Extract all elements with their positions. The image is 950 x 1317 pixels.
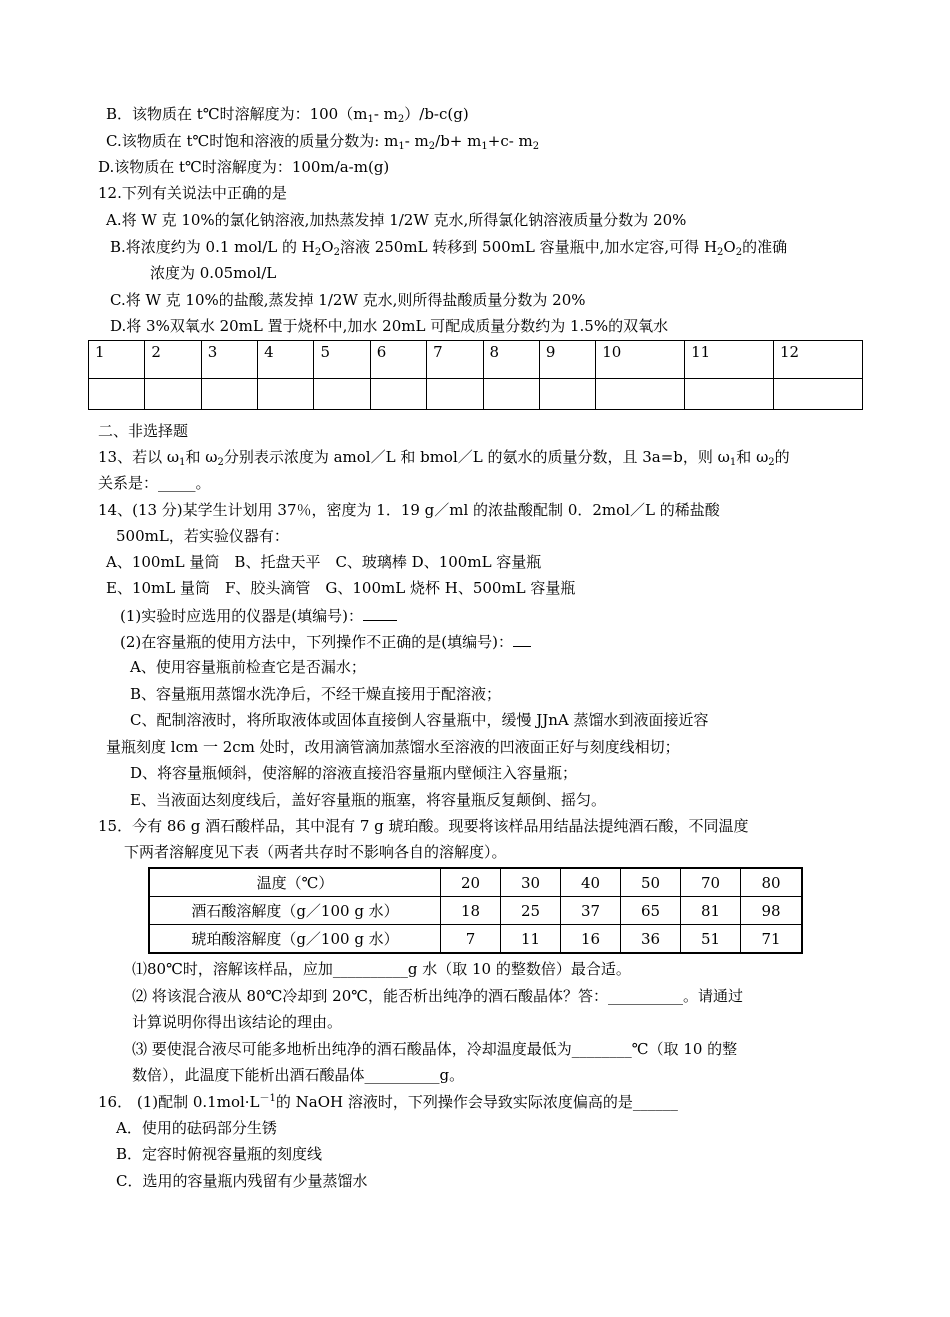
answer-table-header <box>89 341 863 379</box>
answer-table <box>88 340 863 410</box>
q11-option-b: B．该物质在 t℃时溶解度为：$100(m_1-$ $m_2)/b-c(g)$ <box>106 105 469 125</box>
q15-sub1: ⑴80℃时，溶解该样品，应加__________g 水（取 10 的整数倍）最合适。 <box>132 960 631 978</box>
answer-cell[interactable] <box>314 379 370 410</box>
q16-option-c: C．选用的容量瓶内残留有少量蒸馏水 <box>116 1172 368 1190</box>
q14-stem-cont: 500mL，若实验仪器有： <box>116 527 289 545</box>
answer-header-cell: 4 <box>258 341 314 379</box>
table-cell: 40 <box>561 868 621 897</box>
answer-header-cell: 12 <box>774 341 863 379</box>
answer-blank[interactable] <box>363 605 397 621</box>
q14-stem: 14、(13 分)某学生计划用 37％，密度为 1．19 g／ml 的浓盐酸配制 0．2mol／L 的稀盐酸 <box>98 501 720 519</box>
answer-header-cell: 1 <box>89 341 145 379</box>
q14-option-b: B、容量瓶用蒸馏水洗净后，不经干燥直接用于配溶液； <box>130 685 502 703</box>
answer-header-cell: 5 <box>314 341 370 379</box>
table-row <box>149 897 802 925</box>
q11-option-d: D.该物质在 t℃时溶解度为：100m/a-m(g) <box>98 158 390 176</box>
q15-sub2-cont: 计算说明你得出该结论的理由。 <box>132 1013 343 1031</box>
table-cell: 65 <box>621 897 681 925</box>
answer-header-cell: 9 <box>539 341 595 379</box>
q14-option-c-cont: 量瓶刻度 lcm 一 2cm 处时，改用滴管滴加蒸馏水至溶液的凹液面正好与刻度线相切； <box>106 738 680 756</box>
answer-cell[interactable] <box>685 379 774 410</box>
answer-cell[interactable] <box>427 379 483 410</box>
q13-line1: 13、若以 $\omega_1$和 $\omega_2$分别表示浓度为 amol／L 和 bmol／L 的氨水的质量分数，且 3a=b，则 $\omega_1$和 $\omega_2$的 <box>98 448 790 468</box>
table-cell: 20 <box>441 868 501 897</box>
answer-cell[interactable] <box>483 379 539 410</box>
table-cell: 98 <box>741 897 803 925</box>
table-cell: 30 <box>501 868 561 897</box>
answer-cell[interactable] <box>201 379 257 410</box>
q14-option-e: E、当液面达刻度线后，盖好容量瓶的瓶塞，将容量瓶反复颠倒、摇匀。 <box>130 791 606 809</box>
q12-option-a: A.将 W 克 10%的氯化钠溶液,加热蒸发掉 1/2W 克水,所得氯化钠溶液质量分数为 20% <box>106 211 687 229</box>
q15-sub2: ⑵ 将该混合液从 80℃冷却到 20℃，能否析出纯净的酒石酸晶体？答：__________。请通过 <box>132 987 744 1005</box>
q12-option-d: D.将 3%双氧水 20mL 置于烧杯中,加水 20mL 可配成质量分数约为 1.5%的双氧水 <box>110 317 669 335</box>
table-cell: 25 <box>501 897 561 925</box>
table-cell: 80 <box>741 868 803 897</box>
q14-part1: (1)实验时应选用的仪器是(填编号)： <box>120 605 397 626</box>
q14-part2: (2)在容量瓶的使用方法中，下列操作不正确的是(填编号)： <box>120 631 531 652</box>
row-label: 温度（℃） <box>149 868 441 897</box>
q14-option-d: D、将容量瓶倾斜，使溶解的溶液直接沿容量瓶内壁倾注入容量瓶； <box>130 764 578 782</box>
table-cell: 16 <box>561 925 621 954</box>
answer-header-cell: 6 <box>370 341 426 379</box>
answer-header-cell: 3 <box>201 341 257 379</box>
answer-cell[interactable] <box>258 379 314 410</box>
q15-stem-cont: 下两者溶解度见下表（两者共存时不影响各自的溶解度）。 <box>124 843 507 861</box>
section-heading: 二、非选择题 <box>98 422 189 440</box>
table-cell: 81 <box>681 897 741 925</box>
table-cell: 18 <box>441 897 501 925</box>
table-cell: 7 <box>441 925 501 954</box>
answer-cell[interactable] <box>89 379 145 410</box>
table-row <box>149 868 802 897</box>
q12-option-c: C.将 W 克 10%的盐酸,蒸发掉 1/2W 克水,则所得盐酸质量分数为 20% <box>110 291 586 309</box>
answer-cell[interactable] <box>370 379 426 410</box>
answer-header-cell: 10 <box>596 341 685 379</box>
answer-blank[interactable] <box>513 631 531 647</box>
row-label: 酒石酸溶解度（g／100 g 水） <box>149 897 441 925</box>
table-cell: 51 <box>681 925 741 954</box>
answer-header-cell: 8 <box>483 341 539 379</box>
q13-line2: 关系是：_____。 <box>98 474 211 492</box>
q15-stem: 15．今有 86 g 酒石酸样品，其中混有 7 g 琥珀酸。现要将该样品用结晶法提纯酒石酸，不同温度 <box>98 817 749 835</box>
q14-option-c: C、配制溶液时，将所取液体或固体直接倒人容量瓶中，缓慢 JJnA 蒸馏水到液面接近容 <box>130 711 709 729</box>
table-cell: 36 <box>621 925 681 954</box>
table-cell: 71 <box>741 925 803 954</box>
q16-option-b: B．定容时俯视容量瓶的刻度线 <box>116 1145 323 1163</box>
q12-option-b-cont: 浓度为 0.05mol/L <box>150 264 277 282</box>
table-row <box>149 925 802 954</box>
answer-cell[interactable] <box>596 379 685 410</box>
answer-header-cell: 11 <box>685 341 774 379</box>
q12-option-b: B.将浓度约为 0.1 mol/L 的 $H_2O_2$溶液 250mL 转移到 500mL 容量瓶中,加水定容,可得 $H_2O_2$的准确 <box>110 238 788 258</box>
table-cell: 11 <box>501 925 561 954</box>
table-cell: 50 <box>621 868 681 897</box>
table-cell: 37 <box>561 897 621 925</box>
q14-instruments-1: A、100mL 量筒 B、托盘天平 C、玻璃棒 D、100mL 容量瓶 <box>106 553 542 571</box>
q12-stem: 12.下列有关说法中正确的是 <box>98 184 287 202</box>
answer-header-cell: 7 <box>427 341 483 379</box>
answer-cell[interactable] <box>145 379 201 410</box>
q16-stem: 16． (1)配制 $0.1mol\cdot L^{-1}$的 NaOH 溶液时，下列操作会导致实际浓度偏高的是______ <box>98 1093 678 1111</box>
q11-option-c: C.该物质在 t℃时饱和溶液的质量分数为: $m_1-$ $m_2/b+ m_1+c-$ $m_2$ <box>106 132 540 152</box>
solubility-table <box>148 867 803 954</box>
q16-option-a: A．使用的砝码部分生锈 <box>116 1119 277 1137</box>
q15-sub3: ⑶ 要使混合液尽可能多地析出纯净的酒石酸晶体，冷却温度最低为________℃（取 10 的整 <box>132 1040 738 1058</box>
table-cell: 70 <box>681 868 741 897</box>
q14-option-a: A、使用容量瓶前检查它是否漏水； <box>130 658 366 676</box>
answer-cell[interactable] <box>539 379 595 410</box>
answer-header-cell: 2 <box>145 341 201 379</box>
row-label: 琥珀酸溶解度（g／100 g 水） <box>149 925 441 954</box>
q15-sub3-cont: 数倍），此温度下能析出酒石酸晶体__________g。 <box>132 1066 465 1084</box>
answer-cell[interactable] <box>774 379 863 410</box>
answer-table-blank-row <box>89 379 863 410</box>
q14-instruments-2: E、10mL 量筒 F、胶头滴管 G、100mL 烧杯 H、500mL 容量瓶 <box>106 579 576 597</box>
